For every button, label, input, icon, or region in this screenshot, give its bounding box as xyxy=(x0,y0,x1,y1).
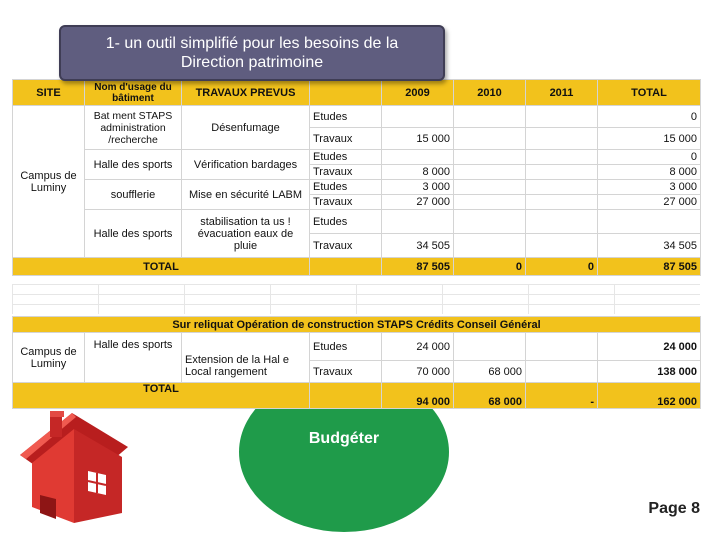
heading-row xyxy=(13,317,701,333)
value-total: 34 505 xyxy=(598,234,701,258)
type-cell: Etudes xyxy=(310,106,382,128)
value-2009 xyxy=(382,210,454,234)
header-building: Nom d'usage du bâtiment xyxy=(85,80,182,106)
total-label: TOTAL xyxy=(13,258,310,276)
total-type-cell xyxy=(310,383,382,409)
table-row xyxy=(13,333,701,361)
value-2011 xyxy=(526,361,598,383)
type-cell: Travaux xyxy=(310,195,382,210)
value-2009: 70 000 xyxy=(382,361,454,383)
reliquat-heading: Sur reliquat Opération de construction STAPS Crédits Conseil Général xyxy=(13,317,701,333)
building-cell: Halle des sports xyxy=(85,333,182,383)
total-label: TOTAL xyxy=(13,383,310,409)
header-2009: 2009 xyxy=(382,80,454,106)
page-number: Page 8 xyxy=(648,500,700,517)
value-2011 xyxy=(526,128,598,150)
header-row xyxy=(13,80,701,106)
header-site: SITE xyxy=(13,80,85,106)
header-2011: 2011 xyxy=(526,80,598,106)
value-2010 xyxy=(454,165,526,180)
slide-title-line2: Direction patrimoine xyxy=(180,54,324,71)
value-2009: 8 000 xyxy=(382,165,454,180)
value-2010 xyxy=(454,128,526,150)
work-line1: Extension de la Hal e xyxy=(185,354,289,366)
value-2009: 27 000 xyxy=(382,195,454,210)
value-2010 xyxy=(454,234,526,258)
value-2011 xyxy=(526,165,598,180)
total-2011: 0 xyxy=(526,258,598,276)
value-2009: 34 505 xyxy=(382,234,454,258)
value-2010 xyxy=(454,210,526,234)
house-icon xyxy=(10,395,145,530)
table-row xyxy=(13,210,701,234)
building-cell: Bat ment STAPS administration /recherche xyxy=(85,106,182,150)
total-2010: 68 000 xyxy=(454,383,526,409)
value-2011 xyxy=(526,106,598,128)
value-2011 xyxy=(526,180,598,195)
work-cell: Vérification bardages xyxy=(182,150,310,180)
value-2010 xyxy=(454,195,526,210)
value-2010 xyxy=(454,106,526,128)
value-2011 xyxy=(526,210,598,234)
work-cell: Mise en sécurité LABM xyxy=(182,180,310,210)
type-cell: Etudes xyxy=(310,150,382,165)
value-total: 15 000 xyxy=(598,128,701,150)
value-2011 xyxy=(526,150,598,165)
total-row xyxy=(13,258,701,276)
value-2009: 24 000 xyxy=(382,333,454,361)
value-total: 0 xyxy=(598,150,701,165)
value-2010 xyxy=(454,180,526,195)
total-2009: 87 505 xyxy=(382,258,454,276)
works-table xyxy=(12,79,701,276)
header-works: TRAVAUX PREVUS xyxy=(182,80,310,106)
value-total: 27 000 xyxy=(598,195,701,210)
site-cell: Campus de Luminy xyxy=(13,333,85,383)
value-2010 xyxy=(454,150,526,165)
work-cell: stabilisation ta us ! évacuation eaux de pluie xyxy=(182,210,310,258)
total-total: 162 000 xyxy=(598,383,701,409)
type-cell: Etudes xyxy=(310,333,382,361)
total-type-cell xyxy=(310,258,382,276)
value-total: 24 000 xyxy=(598,333,701,361)
work-cell xyxy=(182,333,310,383)
total-2011: - xyxy=(526,383,598,409)
table-row xyxy=(13,106,701,128)
type-cell: Etudes xyxy=(310,180,382,195)
slide-title xyxy=(59,25,445,81)
header-type xyxy=(310,80,382,106)
type-cell: Travaux xyxy=(310,128,382,150)
value-total: 138 000 xyxy=(598,361,701,383)
value-2009: 15 000 xyxy=(382,128,454,150)
header-total: TOTAL xyxy=(598,80,701,106)
total-2009: 94 000 xyxy=(382,383,454,409)
value-2009 xyxy=(382,106,454,128)
type-cell: Travaux xyxy=(310,165,382,180)
value-total xyxy=(598,210,701,234)
value-2011 xyxy=(526,195,598,210)
value-total: 3 000 xyxy=(598,180,701,195)
spreadsheet-grid xyxy=(12,284,700,314)
header-2010: 2010 xyxy=(454,80,526,106)
type-cell: Etudes xyxy=(310,210,382,234)
work-cell: Désenfumage xyxy=(182,106,310,150)
value-total: 0 xyxy=(598,106,701,128)
value-2011 xyxy=(526,333,598,361)
table-row xyxy=(13,150,701,165)
total-total: 87 505 xyxy=(598,258,701,276)
work-line2: Local rangement xyxy=(185,366,267,378)
table-row xyxy=(13,180,701,195)
value-2010: 68 000 xyxy=(454,361,526,383)
value-2011 xyxy=(526,234,598,258)
reliquat-table xyxy=(12,316,701,409)
value-total: 8 000 xyxy=(598,165,701,180)
value-2009 xyxy=(382,150,454,165)
total-2010: 0 xyxy=(454,258,526,276)
building-cell: Halle des sports xyxy=(85,150,182,180)
budget-label: Budgéter xyxy=(308,430,380,447)
type-cell: Travaux xyxy=(310,234,382,258)
building-cell: Halle des sports xyxy=(85,210,182,258)
total-row xyxy=(13,383,701,409)
value-2010 xyxy=(454,333,526,361)
type-cell: Travaux xyxy=(310,361,382,383)
value-2009: 3 000 xyxy=(382,180,454,195)
site-cell: Campus de Luminy xyxy=(13,106,85,258)
building-cell: soufflerie xyxy=(85,180,182,210)
slide-title-line1: 1- un outil simplifié pour les besoins de la xyxy=(105,35,399,52)
